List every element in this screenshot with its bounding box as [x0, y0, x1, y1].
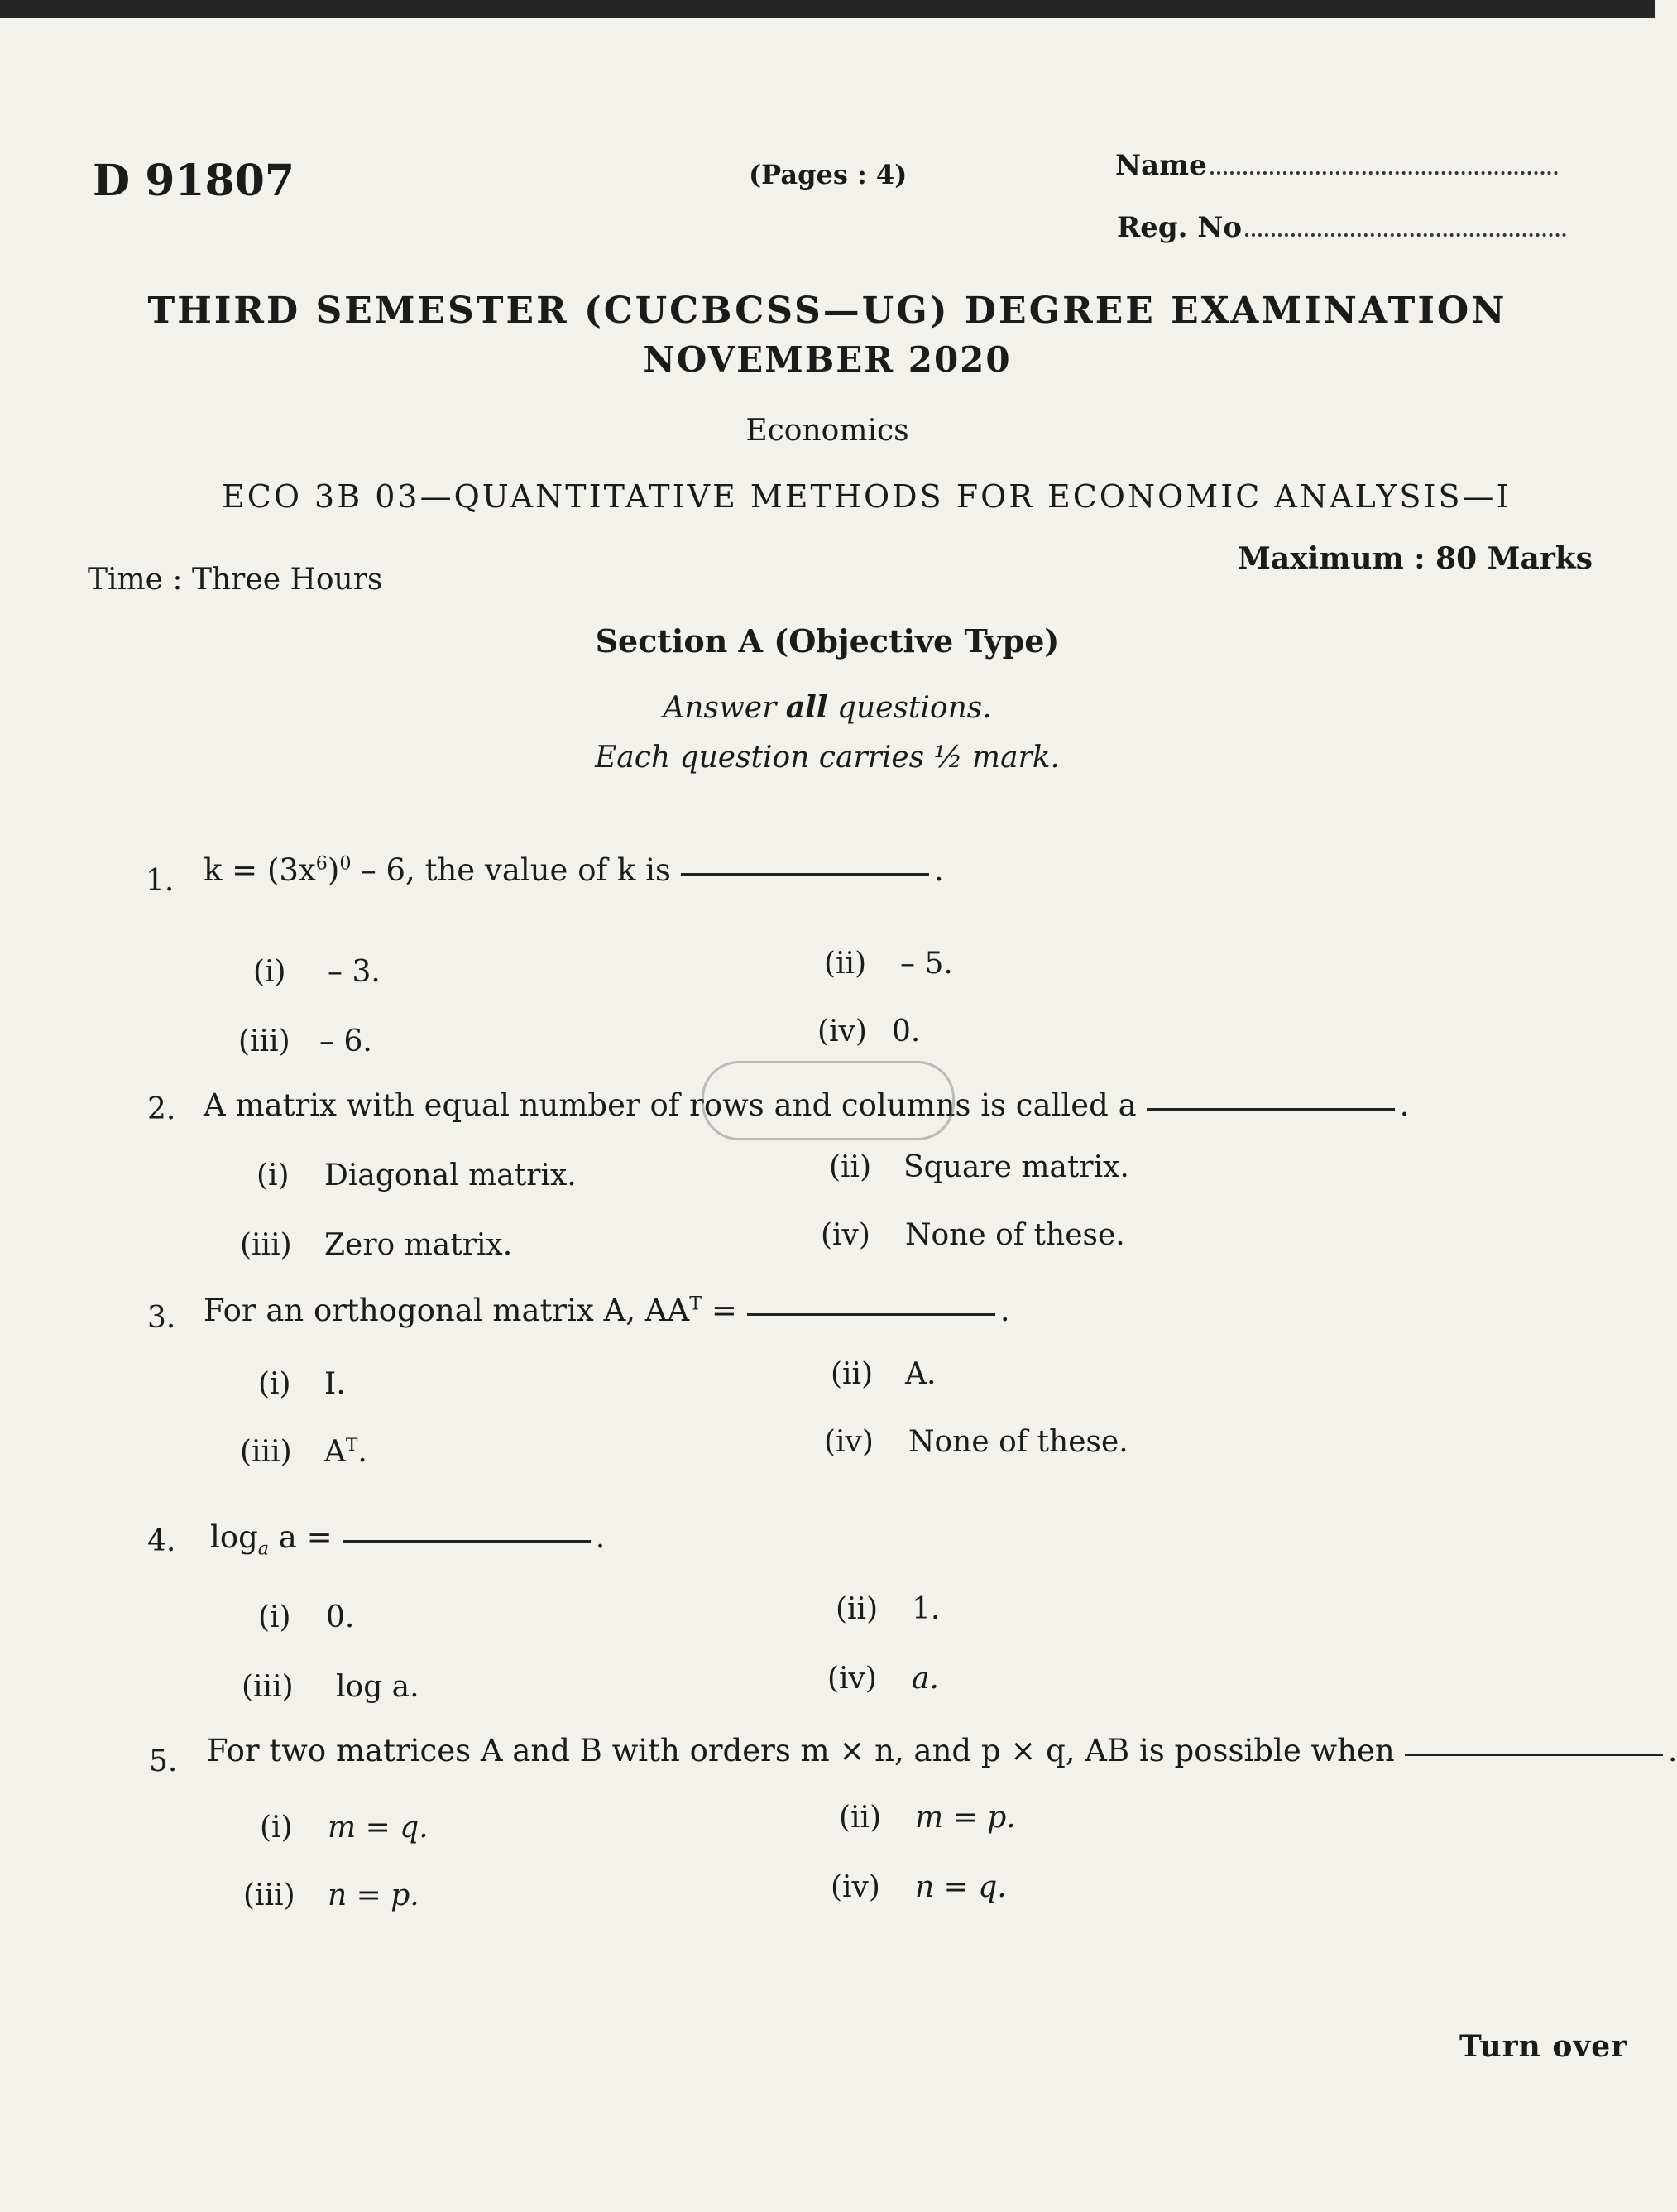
- option: (i) – 3.: [253, 955, 381, 989]
- option: (ii) Square matrix.: [829, 1150, 1129, 1184]
- instruction-2: Each question carries ½ mark.: [594, 741, 1060, 775]
- course-title: ECO 3B 03—QUANTITATIVE METHODS FOR ECONOMIC ANALYSIS—I: [222, 478, 1512, 515]
- option: (i) Diagonal matrix.: [256, 1159, 577, 1192]
- option: (iv) None of these.: [821, 1218, 1125, 1252]
- option: (i) 0.: [258, 1600, 355, 1634]
- question-4-text: $\log_a a$ = .: [210, 1519, 606, 1560]
- question-number: 4.: [147, 1524, 176, 1558]
- watermark-stamp: [702, 1061, 955, 1140]
- option: (ii) m = p.: [839, 1801, 1016, 1835]
- turn-over: Turn over: [1459, 2029, 1628, 2064]
- option: (i) m = q.: [260, 1811, 429, 1845]
- question-1-text: $k = (3x^6)^0 - 6$, the value of k is .: [204, 852, 944, 888]
- exam-title: THIRD SEMESTER (CUCBCSS—UG) DEGREE EXAMINATION: [147, 290, 1507, 332]
- option: (iv) 0.: [817, 1015, 921, 1048]
- option: (iii) $A^T$.: [240, 1435, 367, 1469]
- answer-blank: [681, 870, 929, 876]
- page-count: (Pages : 4): [749, 159, 908, 190]
- reg-no-field[interactable]: [1117, 211, 1566, 244]
- exam-date: NOVEMBER 2020: [643, 339, 1012, 380]
- option: (iii) Zero matrix.: [240, 1228, 513, 1262]
- reg-no-label: Reg. No: [1117, 211, 1243, 244]
- name-label: Name: [1115, 149, 1207, 182]
- subject: Economics: [745, 414, 909, 448]
- option: (iv) None of these.: [824, 1425, 1128, 1459]
- top-edge-bar: [0, 0, 1655, 18]
- question-2-text: A matrix with equal number of rows and columns is called a .: [204, 1087, 1410, 1123]
- option: (iii) log a.: [242, 1670, 419, 1704]
- option: (ii) – 5.: [824, 947, 953, 981]
- time-allowed: Time : Three Hours: [88, 563, 383, 597]
- question-number: 2.: [147, 1092, 176, 1126]
- instruction-1: Answer all questions.: [663, 690, 992, 725]
- question-number: 3.: [147, 1301, 176, 1335]
- question-number: 1.: [146, 864, 175, 898]
- maximum-marks: Maximum : 80 Marks: [1238, 541, 1593, 576]
- question-3-text: For an orthogonal matrix A, $AA^T$ = .: [204, 1293, 1010, 1328]
- paper-code: D 91807: [93, 156, 295, 206]
- answer-blank: [1405, 1750, 1663, 1756]
- option: (i) I.: [258, 1367, 346, 1401]
- option: (ii) 1.: [836, 1592, 941, 1626]
- answer-blank: [747, 1310, 995, 1316]
- name-dotted-line: [1210, 166, 1558, 175]
- option: (iv) a.: [827, 1662, 939, 1696]
- option: (ii) A.: [831, 1357, 937, 1391]
- section-title: Section A (Objective Type): [595, 622, 1060, 660]
- reg-dotted-line: [1245, 228, 1566, 237]
- question-5-text: For two matrices A and B with orders m × n, and p × q, AB is possible when .: [207, 1733, 1677, 1768]
- option: (iii) n = p.: [243, 1879, 419, 1912]
- option: (iv) n = q.: [831, 1870, 1007, 1904]
- answer-blank: [1147, 1105, 1395, 1111]
- option: (iii) – 6.: [238, 1024, 372, 1058]
- question-number: 5.: [149, 1744, 178, 1778]
- name-field[interactable]: [1115, 149, 1558, 182]
- answer-blank: [343, 1537, 591, 1543]
